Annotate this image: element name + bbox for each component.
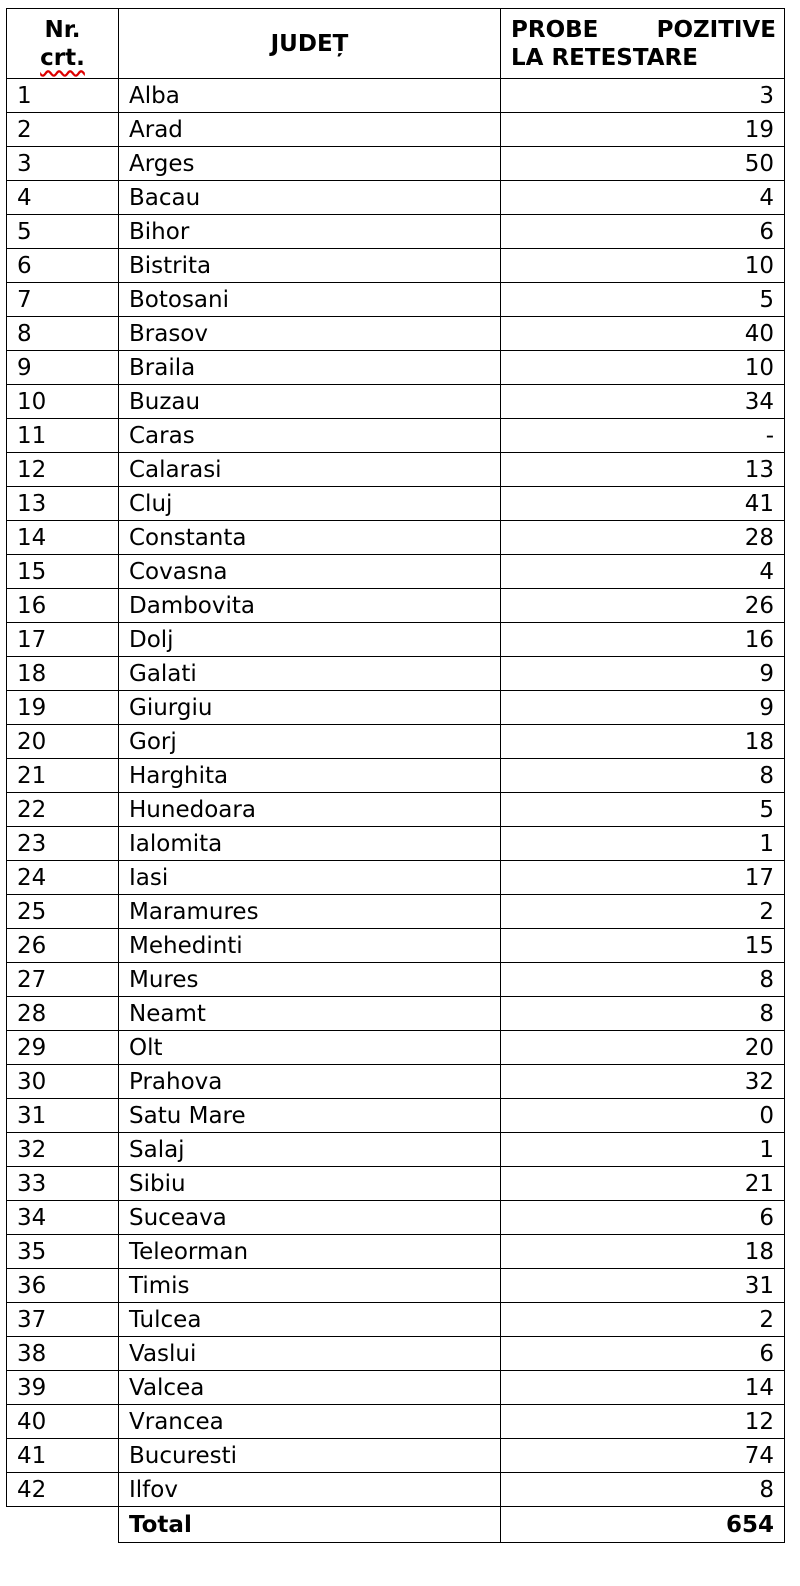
row-county: Prahova xyxy=(119,1065,501,1099)
row-value: 40 xyxy=(501,317,785,351)
row-county: Satu Mare xyxy=(119,1099,501,1133)
row-number: 42 xyxy=(7,1473,119,1507)
row-value: 15 xyxy=(501,929,785,963)
row-number: 31 xyxy=(7,1099,119,1133)
row-number: 9 xyxy=(7,351,119,385)
table-row xyxy=(7,895,785,929)
row-county: Galati xyxy=(119,657,501,691)
row-county: Dambovita xyxy=(119,589,501,623)
row-county: Bistrita xyxy=(119,249,501,283)
row-number: 28 xyxy=(7,997,119,1031)
table-row xyxy=(7,997,785,1031)
row-value: 9 xyxy=(501,657,785,691)
table-row xyxy=(7,283,785,317)
row-county: Salaj xyxy=(119,1133,501,1167)
row-county: Alba xyxy=(119,79,501,113)
row-county: Valcea xyxy=(119,1371,501,1405)
row-county: Neamt xyxy=(119,997,501,1031)
row-number: 8 xyxy=(7,317,119,351)
row-value: 21 xyxy=(501,1167,785,1201)
table-row xyxy=(7,1405,785,1439)
row-number: 32 xyxy=(7,1133,119,1167)
table-row xyxy=(7,385,785,419)
row-value: 8 xyxy=(501,1473,785,1507)
row-value: 50 xyxy=(501,147,785,181)
row-county: Mehedinti xyxy=(119,929,501,963)
table-row xyxy=(7,1337,785,1371)
row-county: Ialomita xyxy=(119,827,501,861)
row-county: Bacau xyxy=(119,181,501,215)
row-number: 12 xyxy=(7,453,119,487)
row-value: 5 xyxy=(501,793,785,827)
row-county: Bihor xyxy=(119,215,501,249)
table-row xyxy=(7,1371,785,1405)
row-number: 15 xyxy=(7,555,119,589)
row-number: 30 xyxy=(7,1065,119,1099)
table-row xyxy=(7,1099,785,1133)
row-number: 14 xyxy=(7,521,119,555)
row-county: Vaslui xyxy=(119,1337,501,1371)
table-body xyxy=(7,79,785,1507)
table-row xyxy=(7,487,785,521)
row-number: 5 xyxy=(7,215,119,249)
row-number: 16 xyxy=(7,589,119,623)
row-value: - xyxy=(501,419,785,453)
table-row xyxy=(7,1201,785,1235)
row-number: 6 xyxy=(7,249,119,283)
table-row xyxy=(7,215,785,249)
table-row xyxy=(7,1473,785,1507)
row-county: Giurgiu xyxy=(119,691,501,725)
row-county: Mures xyxy=(119,963,501,997)
row-number: 13 xyxy=(7,487,119,521)
header-nr-line1: Nr. xyxy=(44,16,81,43)
header-positives-line1: PROBE POZITIVE xyxy=(511,16,776,43)
row-county: Buzau xyxy=(119,385,501,419)
table-row xyxy=(7,657,785,691)
table-row xyxy=(7,1439,785,1473)
row-county: Constanta xyxy=(119,521,501,555)
row-number: 25 xyxy=(7,895,119,929)
row-county: Brasov xyxy=(119,317,501,351)
total-value: 654 xyxy=(501,1507,785,1543)
row-number: 2 xyxy=(7,113,119,147)
row-value: 20 xyxy=(501,1031,785,1065)
row-value: 19 xyxy=(501,113,785,147)
row-county: Calarasi xyxy=(119,453,501,487)
header-positives xyxy=(501,9,785,79)
table-row xyxy=(7,1031,785,1065)
row-value: 18 xyxy=(501,725,785,759)
row-value: 12 xyxy=(501,1405,785,1439)
row-value: 6 xyxy=(501,1201,785,1235)
header-nr-crt xyxy=(7,9,119,79)
row-county: Suceava xyxy=(119,1201,501,1235)
row-value: 3 xyxy=(501,79,785,113)
table-row xyxy=(7,555,785,589)
row-county: Timis xyxy=(119,1269,501,1303)
table-row xyxy=(7,1167,785,1201)
header-county: JUDEȚ xyxy=(119,9,501,79)
table-row xyxy=(7,759,785,793)
row-county: Covasna xyxy=(119,555,501,589)
table-row xyxy=(7,793,785,827)
table-row xyxy=(7,521,785,555)
row-county: Iasi xyxy=(119,861,501,895)
row-county: Arad xyxy=(119,113,501,147)
row-value: 13 xyxy=(501,453,785,487)
row-number: 37 xyxy=(7,1303,119,1337)
row-value: 31 xyxy=(501,1269,785,1303)
row-value: 18 xyxy=(501,1235,785,1269)
table-row xyxy=(7,623,785,657)
total-label: Total xyxy=(119,1507,501,1543)
header-row xyxy=(7,9,785,79)
row-number: 1 xyxy=(7,79,119,113)
row-number: 7 xyxy=(7,283,119,317)
row-county: Sibiu xyxy=(119,1167,501,1201)
row-number: 40 xyxy=(7,1405,119,1439)
total-empty-cell xyxy=(7,1507,119,1543)
table-row xyxy=(7,249,785,283)
row-value: 1 xyxy=(501,1133,785,1167)
row-county: Gorj xyxy=(119,725,501,759)
table-row xyxy=(7,419,785,453)
table-row xyxy=(7,691,785,725)
row-county: Braila xyxy=(119,351,501,385)
row-value: 0 xyxy=(501,1099,785,1133)
row-value: 8 xyxy=(501,997,785,1031)
row-number: 34 xyxy=(7,1201,119,1235)
row-number: 10 xyxy=(7,385,119,419)
total-row xyxy=(7,1507,785,1543)
table-row xyxy=(7,589,785,623)
row-value: 14 xyxy=(501,1371,785,1405)
row-county: Olt xyxy=(119,1031,501,1065)
row-number: 38 xyxy=(7,1337,119,1371)
row-county: Harghita xyxy=(119,759,501,793)
row-value: 26 xyxy=(501,589,785,623)
row-value: 2 xyxy=(501,895,785,929)
row-value: 32 xyxy=(501,1065,785,1099)
row-county: Bucuresti xyxy=(119,1439,501,1473)
table-row xyxy=(7,147,785,181)
row-number: 35 xyxy=(7,1235,119,1269)
table-row xyxy=(7,79,785,113)
row-number: 19 xyxy=(7,691,119,725)
row-county: Vrancea xyxy=(119,1405,501,1439)
header-nr-line2: crt. xyxy=(40,44,85,71)
header-positives-line2: LA RETESTARE xyxy=(511,44,698,71)
row-value: 4 xyxy=(501,555,785,589)
row-number: 29 xyxy=(7,1031,119,1065)
row-value: 16 xyxy=(501,623,785,657)
table-row xyxy=(7,1303,785,1337)
row-number: 39 xyxy=(7,1371,119,1405)
row-county: Dolj xyxy=(119,623,501,657)
row-number: 11 xyxy=(7,419,119,453)
table-row xyxy=(7,317,785,351)
row-value: 10 xyxy=(501,249,785,283)
row-number: 41 xyxy=(7,1439,119,1473)
row-county: Tulcea xyxy=(119,1303,501,1337)
row-number: 20 xyxy=(7,725,119,759)
row-value: 5 xyxy=(501,283,785,317)
row-county: Caras xyxy=(119,419,501,453)
row-number: 3 xyxy=(7,147,119,181)
row-county: Cluj xyxy=(119,487,501,521)
table-row xyxy=(7,181,785,215)
table-row xyxy=(7,725,785,759)
table-row xyxy=(7,113,785,147)
row-value: 4 xyxy=(501,181,785,215)
row-county: Arges xyxy=(119,147,501,181)
table-row xyxy=(7,963,785,997)
row-number: 36 xyxy=(7,1269,119,1303)
table-row xyxy=(7,929,785,963)
row-value: 8 xyxy=(501,963,785,997)
table-row xyxy=(7,1065,785,1099)
row-value: 6 xyxy=(501,215,785,249)
row-value: 8 xyxy=(501,759,785,793)
row-county: Botosani xyxy=(119,283,501,317)
row-value: 41 xyxy=(501,487,785,521)
table-row xyxy=(7,453,785,487)
row-number: 22 xyxy=(7,793,119,827)
row-value: 34 xyxy=(501,385,785,419)
table-row xyxy=(7,827,785,861)
row-number: 18 xyxy=(7,657,119,691)
row-county: Maramures xyxy=(119,895,501,929)
row-value: 28 xyxy=(501,521,785,555)
county-retest-table xyxy=(6,8,785,1543)
row-number: 24 xyxy=(7,861,119,895)
row-value: 17 xyxy=(501,861,785,895)
row-number: 17 xyxy=(7,623,119,657)
table-row xyxy=(7,1235,785,1269)
row-value: 10 xyxy=(501,351,785,385)
row-value: 1 xyxy=(501,827,785,861)
row-value: 74 xyxy=(501,1439,785,1473)
row-value: 9 xyxy=(501,691,785,725)
table-row xyxy=(7,861,785,895)
row-number: 21 xyxy=(7,759,119,793)
table-row xyxy=(7,1133,785,1167)
row-value: 2 xyxy=(501,1303,785,1337)
row-number: 26 xyxy=(7,929,119,963)
row-number: 23 xyxy=(7,827,119,861)
table-row xyxy=(7,351,785,385)
row-value: 6 xyxy=(501,1337,785,1371)
row-county: Hunedoara xyxy=(119,793,501,827)
row-county: Teleorman xyxy=(119,1235,501,1269)
table-row xyxy=(7,1269,785,1303)
row-number: 33 xyxy=(7,1167,119,1201)
row-number: 4 xyxy=(7,181,119,215)
row-county: Ilfov xyxy=(119,1473,501,1507)
row-number: 27 xyxy=(7,963,119,997)
